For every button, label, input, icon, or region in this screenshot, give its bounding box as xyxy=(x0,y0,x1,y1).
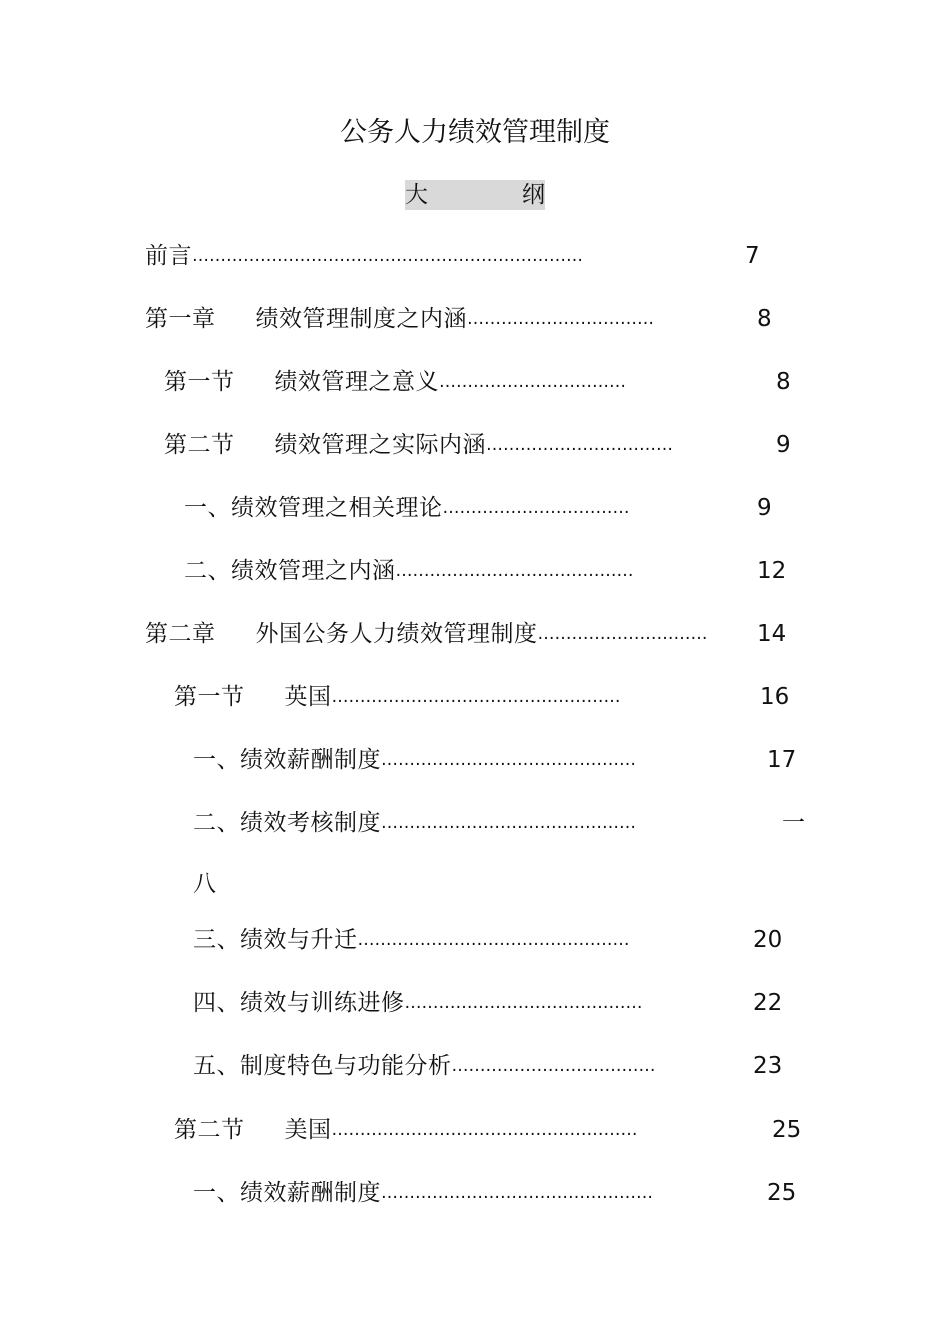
toc-page-number: 23 xyxy=(753,1053,783,1079)
toc-page-number: 20 xyxy=(753,927,783,953)
toc-entry-chapter-2[interactable] xyxy=(145,618,708,650)
toc-page-number: 12 xyxy=(757,558,787,584)
toc-entry-preface[interactable] xyxy=(145,240,583,272)
toc-entry-item[interactable] xyxy=(193,744,636,776)
toc-entry-label: 一、绩效薪酬制度 xyxy=(193,747,381,773)
toc-leader-dots: …………………………… xyxy=(486,435,673,455)
outline-heading-char-2: 纲 xyxy=(522,182,545,208)
toc-leader-dots: ……………………………… xyxy=(451,1056,656,1076)
toc-page-number: 16 xyxy=(760,684,790,710)
outline-heading-char-1: 大 xyxy=(405,182,428,208)
toc-entry-label: 四、绩效与训练进修 xyxy=(193,990,405,1016)
toc-leader-dots: …………………………… xyxy=(439,372,626,392)
toc-leader-dots: …………………………… xyxy=(442,498,630,518)
toc-entry-label: 二、绩效考核制度 xyxy=(193,810,381,836)
toc-entry-section-1-2[interactable] xyxy=(164,429,673,461)
toc-leader-dots: ………………………………………… xyxy=(357,930,630,950)
toc-page-number: 一 xyxy=(782,810,805,836)
toc-page-number: 8 xyxy=(776,369,791,395)
toc-leader-dots: ………………………… xyxy=(537,624,708,644)
toc-entry-chapter-1[interactable] xyxy=(145,303,654,335)
toc-entry-number: 第二节 xyxy=(174,1117,245,1143)
toc-leader-dots: ……………………………………… xyxy=(381,813,636,833)
toc-entry-item[interactable] xyxy=(193,987,643,1019)
toc-entry-item[interactable] xyxy=(193,1177,653,1209)
toc-page-number: 22 xyxy=(753,990,783,1016)
toc-page-number: 8 xyxy=(757,306,772,332)
toc-leader-dots: …………………………………………… xyxy=(331,687,621,707)
toc-entry-section-2-1[interactable] xyxy=(174,681,621,713)
toc-page-number-wrap: 八 xyxy=(193,871,216,897)
toc-entry-item[interactable] xyxy=(193,1050,656,1082)
toc-entry-label: 英国 xyxy=(284,684,332,710)
toc-entry-item[interactable] xyxy=(193,807,636,839)
toc-entry-item[interactable] xyxy=(184,492,630,524)
toc-entry-number: 第一节 xyxy=(174,684,245,710)
document-title: 公务人力绩效管理制度 xyxy=(340,117,610,148)
toc-entry-label: 绩效管理制度之内涵 xyxy=(255,306,467,332)
toc-entry-label: 二、绩效管理之内涵 xyxy=(184,558,396,584)
toc-page-number: 25 xyxy=(772,1117,802,1143)
toc-entry-label: 一、绩效管理之相关理论 xyxy=(184,495,443,521)
toc-page-number: 7 xyxy=(745,243,760,269)
toc-entry-section-2-2[interactable] xyxy=(174,1114,638,1146)
toc-leader-dots: …………………………………………………………… xyxy=(192,246,583,266)
toc-leader-dots: ……………………………………… xyxy=(381,750,636,770)
toc-page-number: 17 xyxy=(767,747,797,773)
toc-entry-number: 第一章 xyxy=(145,306,216,332)
toc-entry-label: 绩效管理之实际内涵 xyxy=(274,432,486,458)
toc-entry-label: 外国公务人力绩效管理制度 xyxy=(255,621,538,647)
toc-entry-number: 第一节 xyxy=(164,369,235,395)
toc-entry-label: 三、绩效与升迁 xyxy=(193,927,358,953)
toc-entry-label: 五、制度特色与功能分析 xyxy=(193,1053,452,1079)
outline-heading xyxy=(405,180,545,210)
toc-entry-item[interactable] xyxy=(184,555,634,587)
toc-entry-label: 绩效管理之意义 xyxy=(274,369,439,395)
toc-page-number: 14 xyxy=(757,621,787,647)
toc-page-number: 9 xyxy=(776,432,791,458)
toc-leader-dots: …………………………… xyxy=(467,309,654,329)
toc-leader-dots: ……………………………………………… xyxy=(331,1120,638,1140)
toc-entry-number: 第二节 xyxy=(164,432,235,458)
toc-leader-dots: …………………………………… xyxy=(395,561,634,581)
toc-entry-label: 一、绩效薪酬制度 xyxy=(193,1180,381,1206)
toc-entry-number: 第二章 xyxy=(145,621,216,647)
toc-leader-dots: …………………………………… xyxy=(404,993,643,1013)
toc-page-number: 25 xyxy=(767,1180,797,1206)
toc-entry-label: 美国 xyxy=(284,1117,332,1143)
toc-entry-section-1-1[interactable] xyxy=(164,366,626,398)
toc-entry-item[interactable] xyxy=(193,924,630,956)
toc-leader-dots: ………………………………………… xyxy=(381,1183,653,1203)
toc-page-number: 9 xyxy=(757,495,772,521)
toc-entry-label: 前言 xyxy=(145,243,192,269)
